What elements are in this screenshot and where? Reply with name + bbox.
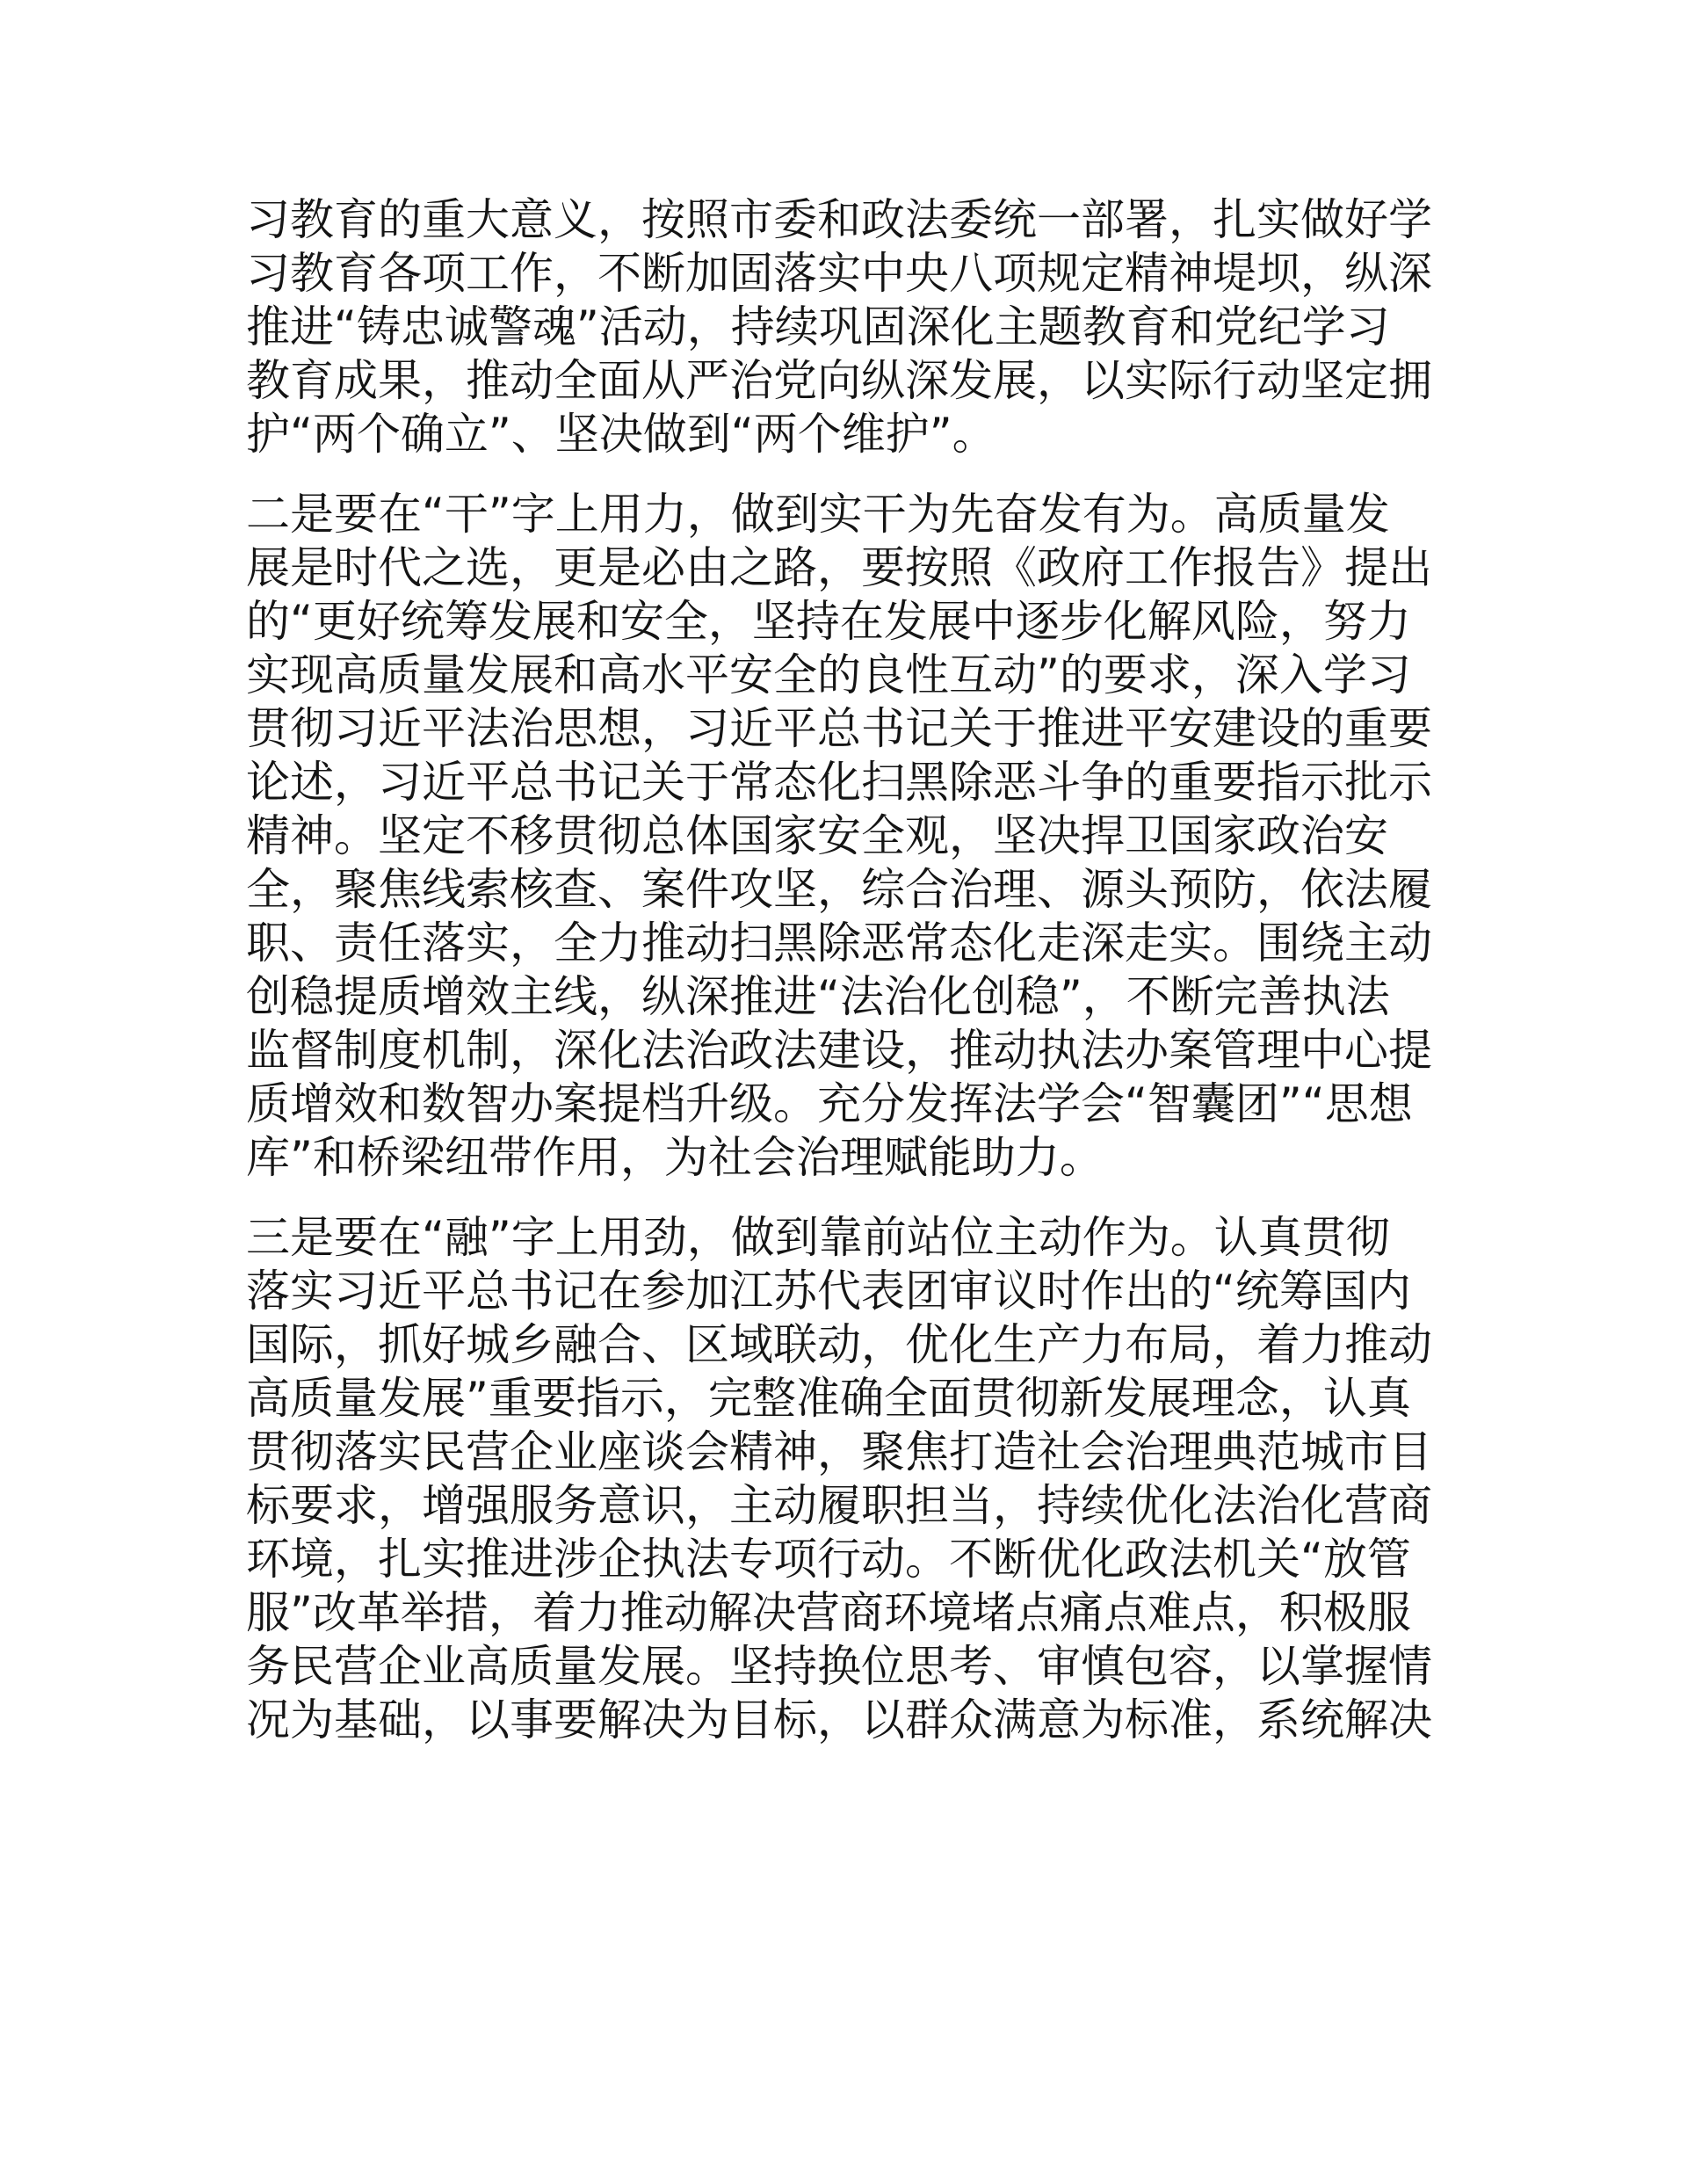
text-line: 推进“铸忠诚警魂”活动，持续巩固深化主题教育和党纪学习 [246,301,1390,352]
text-line: 创稳提质增效主线，纵深推进“法治化创稳”，不断完善执法 [246,971,1390,1022]
text-line: 论述，习近平总书记关于常态化扫黑除恶斗争的重要指示批示 [246,757,1432,808]
text-line: 高质量发展”重要指示，完整准确全面贯彻新发展理念，认真 [246,1373,1411,1424]
text-line: 落实习近平总书记在参加江苏代表团审议时作出的“统筹国内 [246,1266,1411,1317]
text-line: 环境，扎实推进涉企执法专项行动。不断优化政法机关“放管 [246,1534,1411,1585]
text-line: 教育成果，推动全面从严治党向纵深发展，以实际行动坚定拥 [246,355,1432,406]
text-line: 贯彻落实民营企业座谈会精神，聚焦打造社会治理典范城市目 [246,1426,1432,1477]
document-page [246,193,1441,1774]
text-line: 职、责任落实，全力推动扫黑除恶常态化走深走实。围绕主动 [246,918,1432,969]
text-line: 精神。坚定不移贯彻总体国家安全观，坚决捍卫国家政治安 [246,810,1388,861]
text-line: 三是要在“融”字上用劲，做到靠前站位主动作为。认真贯彻 [246,1212,1390,1263]
text-line: 实现高质量发展和高水平安全的良性互动”的要求，深入学习 [246,649,1411,700]
paragraph-3 [246,1211,1441,1747]
text-line: 监督制度机制，深化法治政法建设，推动执法办案管理中心提 [246,1025,1432,1076]
text-line: 的“更好统筹发展和安全，坚持在发展中逐步化解风险，努力 [246,596,1411,647]
text-line: 习教育的重大意义，按照市委和政法委统一部署，扎实做好学 [246,194,1432,245]
text-line: 标要求，增强服务意识，主动履职担当，持续优化法治化营商 [246,1480,1432,1531]
text-line: 国际，抓好城乡融合、区域联动，优化生产力布局，着力推动 [246,1319,1432,1370]
text-line: 展是时代之选，更是必由之路，要按照《政府工作报告》提出 [246,542,1432,593]
text-line: 全，聚焦线索核查、案件攻坚，综合治理、源头预防，依法履 [246,864,1432,915]
text-line: 二是要在“干”字上用力，做到实干为先奋发有为。高质量发 [246,489,1390,540]
paragraph-1 [246,193,1441,461]
text-line: 服”改革举措，着力推动解决营商环境堵点痛点难点，积极服 [246,1587,1411,1638]
text-line: 习教育各项工作，不断加固落实中央八项规定精神堤坝，纵深 [246,248,1432,299]
text-line: 贯彻习近平法治思想，习近平总书记关于推进平安建设的重要 [246,703,1432,754]
text-line: 库”和桥梁纽带作用，为社会治理赋能助力。 [246,1132,1104,1183]
text-line: 质增效和数智办案提档升级。充分发挥法学会“智囊团”“思想 [246,1078,1413,1129]
paragraph-2 [246,488,1441,1185]
text-line: 务民营企业高质量发展。坚持换位思考、审慎包容，以掌握情 [246,1641,1432,1692]
text-line: 况为基础，以事要解决为目标，以群众满意为标准，系统解决 [246,1694,1432,1745]
text-line: 护“两个确立”、坚决做到“两个维护”。 [246,409,996,460]
